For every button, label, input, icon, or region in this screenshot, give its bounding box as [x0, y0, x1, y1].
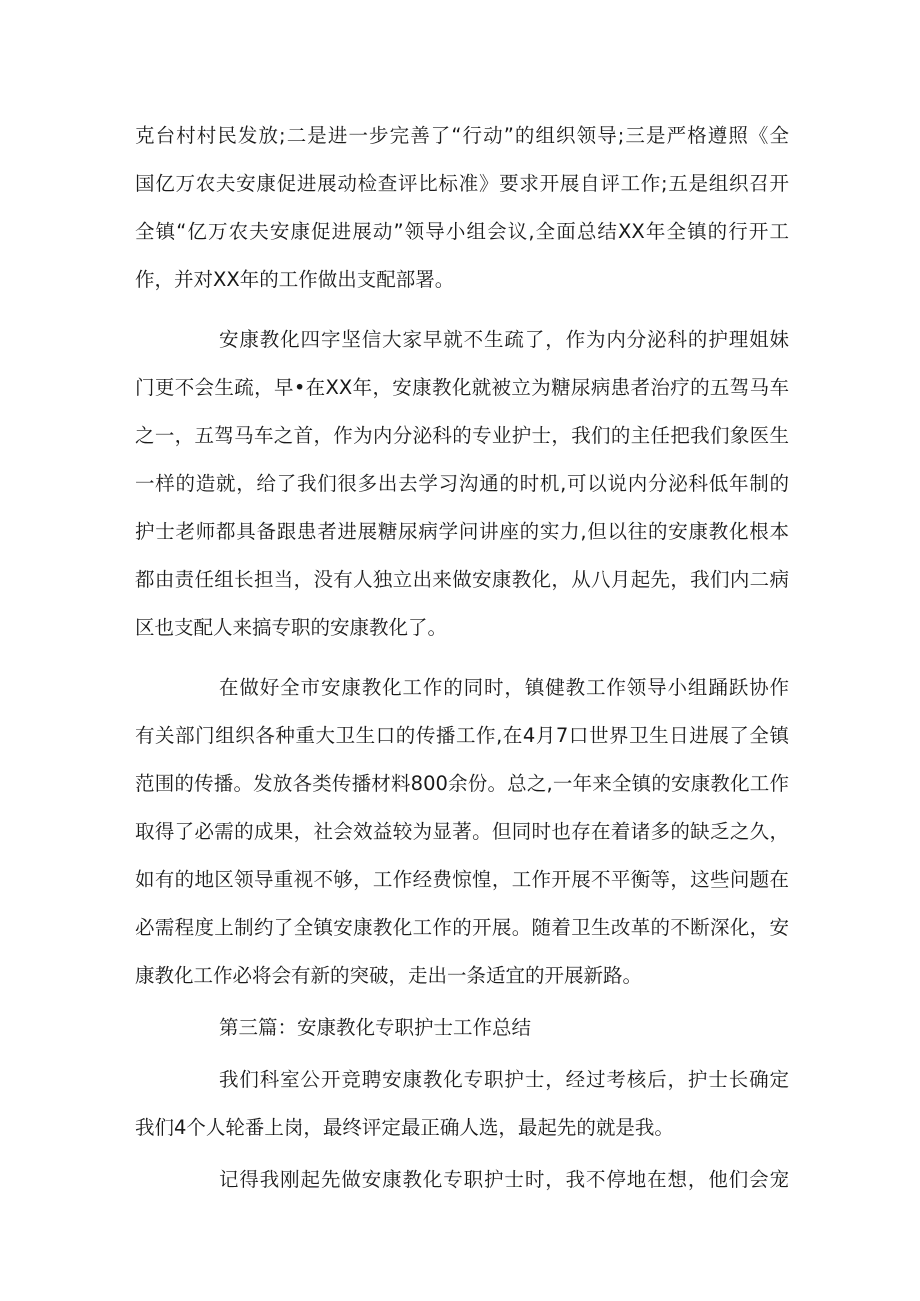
paragraph-1-line-2: 国亿万农夫安康促进展动检查评比标准》要求开展自评工作;五是组织召开 — [135, 172, 789, 195]
paragraph-2-line-4: 一样的造就，给了我们很多出去学习沟通的时机,可以说内分泌科低年制的 — [135, 472, 789, 495]
paragraph-2-line-1: 安康教化四字坚信大家早就不生疏了，作为内分泌科的护理姐妹 — [219, 328, 789, 351]
paragraph-3-line-4: 取得了必需的成果，社会效益较为显著。但同时也存在着诸多的缺乏之久， — [135, 820, 789, 843]
paragraph-2 — [135, 316, 789, 652]
paragraph-3-line-3: 范围的传播。发放各类传播材料800余份。总之,一年来全镇的安康教化工作 — [135, 772, 789, 795]
paragraph-2-line-7: 区也支配人来搞专职的安康教化了。 — [135, 616, 448, 639]
paragraph-3-line-1: 在做好全市安康教化工作的同时，镇健教工作领导小组踊跃协作 — [219, 676, 789, 699]
paragraph-2-line-6: 都由责任组长担当，没有人独立出来做安康教化，从八月起先，我们内二病 — [135, 568, 789, 591]
paragraph-5 — [135, 1156, 789, 1204]
paragraph-2-line-2: 门更不会生疏，早•在XX年，安康教化就被立为糖尿病患者治疗的五驾马车 — [135, 376, 789, 399]
paragraph-1-line-4: 作，并对XX年的工作做出支配部署。 — [135, 268, 455, 291]
paragraph-4-line-1: 我们科室公开竞聘安康教化专职护士，经过考核后，护士长确定 — [219, 1068, 789, 1091]
paragraph-3-line-2: 有关部门组织各种重大卫生口的传播工作,在4月7口世界卫生日进展了全镇 — [135, 724, 789, 747]
paragraph-2-line-5: 护士老师都具备跟患者进展糖尿病学问讲座的实力,但以往的安康教化根本 — [135, 520, 789, 543]
paragraph-2-line-3: 之一，五驾马车之首，作为内分泌科的专业护士，我们的主任把我们象医生 — [135, 424, 789, 447]
paragraph-spacer — [135, 652, 789, 664]
paragraph-spacer — [135, 304, 789, 316]
paragraph-1-line-1: 克台村村民发放;二是进一步完善了“行动”的组织领导;三是严格遵照《全 — [135, 124, 789, 147]
paragraph-1-line-3: 全镇“亿万农夫安康促进展动”领导小组会议,全面总结XX年全镇的行开工 — [135, 220, 789, 243]
paragraph-4 — [135, 1056, 789, 1152]
paragraph-1 — [135, 112, 789, 304]
paragraph-3-line-5: 如有的地区领导重视不够，工作经费惊惶，工作开展不平衡等，这些问题在 — [135, 868, 789, 891]
paragraph-4-line-2: 我们4个人轮番上岗，最终评定最正确人选，最起先的就是我。 — [135, 1116, 674, 1139]
section-heading: 第三篇：安康教化专职护士工作总结 — [219, 1016, 532, 1039]
paragraph-3 — [135, 664, 789, 1000]
paragraph-3-line-6: 必需程度上制约了全镇安康教化工作的开展。随着卫生改革的不断深化，安 — [135, 916, 789, 939]
paragraph-3-line-7: 康教化工作必将会有新的突破，走出一条适宜的开展新路。 — [135, 964, 643, 987]
document-body — [135, 112, 789, 1204]
paragraph-5-line-1: 记得我刚起先做安康教化专职护士时，我不停地在想，他们会宠 — [219, 1168, 789, 1191]
